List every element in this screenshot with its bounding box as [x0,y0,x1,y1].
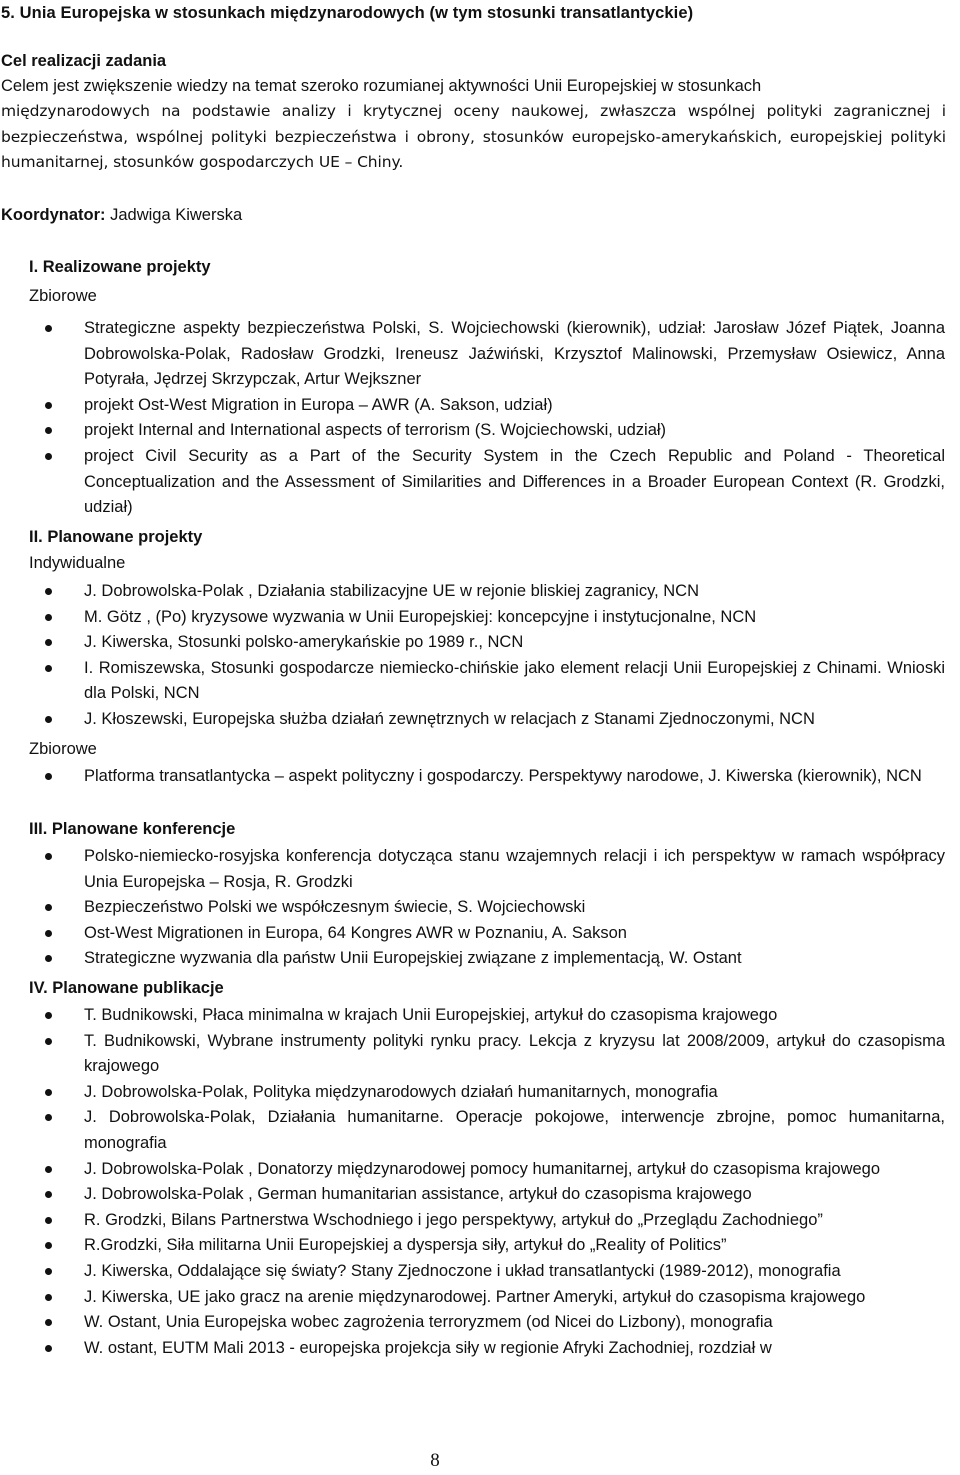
bullet-icon [45,665,52,672]
bullet-icon [45,325,52,332]
list-item: J. Dobrowolska-Polak , German humanitarian assistance, artykuł do czasopisma krajowego [0,1182,945,1208]
list-item: project Civil Security as a Part of the Security System in the Czech Republic and Poland - Theoretical Conceptualization and the Assessment of Similarities and Differences in a Broader European Context (R. Grodzki, udział) [0,444,945,521]
bullet-icon [45,1089,52,1096]
section-4-title: IV. Planowane publikacje [29,979,224,997]
bullet-icon [45,1217,52,1224]
coordinator-name: Jadwiga Kiwerska [110,206,243,224]
list-item: M. Götz , (Po) kryzysowe wyzwania w Unii Europejskiej: koncepcyjne i instytucjonalne, NCN [0,605,945,631]
section-2-title: II. Planowane projekty [29,528,203,546]
bullet-icon [45,1345,52,1352]
list-item: J. Dobrowolska-Polak , Działania stabilizacyjne UE w rejonie bliskiej zagranicy, NCN [0,579,945,605]
section-2-subtitle-individual: Indywidualne [29,554,126,572]
bullet-icon [45,614,52,621]
bullet-icon [45,427,52,434]
section-2-individual-list [0,579,945,733]
goal-text: międzynarodowych na podstawie analizy i krytycznej oceny naukowej, zwłaszcza wspólnej polityki zagranicznej i bezpieczeństwa, wspólnej polityki bezpieczeństwa i obrony, stosunków europejsko-amerykańskich, europejskiej polityki humanitarnej, stosunków gospodarczych UE – Chiny. [1,102,946,171]
bullet-icon [45,402,52,409]
list-item: W. Ostant, Unia Europejska wobec zagrożenia terroryzmem (od Nicei do Lizbony), monografia [0,1310,945,1336]
list-item: I. Romiszewska, Stosunki gospodarcze niemiecko-chińskie jako element relacji Unii Europejskiej z Chinami. Wnioski dla Polski, NCN [0,656,945,707]
bullet-icon [45,1294,52,1301]
list-item: J. Dobrowolska-Polak , Donatorzy międzynarodowej pomocy humanitarnej, artykuł do czasopisma krajowego [0,1157,945,1183]
goal-first-line: Celem jest zwiększenie wiedzy na temat szeroko rozumianej aktywności Unii Europejskiej w stosunkach [1,77,762,95]
list-item: R. Grodzki, Bilans Partnerstwa Wschodniego i jego perspektywy, artykuł do „Przeglądu Zachodniego” [0,1208,945,1234]
bullet-icon [45,1191,52,1198]
page-number: 8 [430,1450,440,1471]
bullet-icon [45,1012,52,1019]
bullet-icon [45,773,52,780]
list-item: Bezpieczeństwo Polski we współczesnym świecie, S. Wojciechowski [0,895,945,921]
goal-label: Cel realizacji zadania [1,52,167,70]
list-item: J. Kiwerska, Oddalające się światy? Stany Zjednoczone i układ transatlantycki (1989-2012), monografia [0,1259,945,1285]
list-item: J. Kiwerska, UE jako gracz na arenie międzynarodowej. Partner Ameryki, artykuł do czasopisma krajowego [0,1285,945,1311]
list-item: J. Kiwerska, Stosunki polsko-amerykańskie po 1989 r., NCN [0,630,945,656]
list-item: projekt Internal and International aspects of terrorism (S. Wojciechowski, udział) [0,418,945,444]
coordinator-line [1,203,242,227]
bullet-icon [45,955,52,962]
section-3-title: III. Planowane konferencje [29,820,236,838]
bullet-icon [45,853,52,860]
bullet-icon [45,639,52,646]
section-3-list [0,844,945,972]
goal-paragraph [1,74,946,175]
bullet-icon [45,716,52,723]
list-item: J. Dobrowolska-Polak, Polityka międzynarodowych działań humanitarnych, monografia [0,1080,945,1106]
list-item: Strategiczne aspekty bezpieczeństwa Polski, S. Wojciechowski (kierownik), udział: Jarosław Józef Piątek, Joanna Dobrowolska-Polak, Radosław Grodzki, Ireneusz Jaźwiński, Krzysztof Malinowski, Przemysław Osiewicz, Anna Potyrała, Jędrzej Skrzypczak, Artur Wejkszner [0,316,945,393]
bullet-icon [45,1114,52,1121]
list-item: J. Dobrowolska-Polak, Działania humanitarne. Operacje pokojowe, interwencje zbrojne, pomoc humanitarna, monografia [0,1105,945,1156]
coordinator-label: Koordynator: [1,206,106,224]
bullet-icon [45,1319,52,1326]
section-1-list [0,316,945,521]
list-item: Polsko-niemiecko-rosyjska konferencja dotycząca stanu wzajemnych relacji i ich perspektyw w ramach współpracy Unia Europejska – Rosja, R. Grodzki [0,844,945,895]
section-2-collective-list [0,764,945,790]
list-item: projekt Ost-West Migration in Europa – AWR (A. Sakson, udział) [0,393,945,419]
list-item: T. Budnikowski, Wybrane instrumenty polityki rynku pracy. Lekcja z kryzysu lat 2008/2009, artykuł do czasopisma krajowego [0,1029,945,1080]
list-item: Ost-West Migrationen in Europa, 64 Kongres AWR w Poznaniu, A. Sakson [0,921,945,947]
bullet-icon [45,1242,52,1249]
section-2-subtitle-collective: Zbiorowe [29,740,97,758]
section-4-list [0,1003,945,1361]
bullet-icon [45,904,52,911]
list-item: Platforma transatlantycka – aspekt polityczny i gospodarczy. Perspektywy narodowe, J. Kiwerska (kierownik), NCN [0,764,945,790]
bullet-icon [45,588,52,595]
section-1-subtitle: Zbiorowe [29,287,97,305]
section-1-title: I. Realizowane projekty [29,258,211,276]
list-item: W. ostant, EUTM Mali 2013 - europejska projekcja siły w regionie Afryki Zachodniej, rozdział w [0,1336,945,1362]
list-item: R.Grodzki, Siła militarna Unii Europejskiej a dyspersja siły, artykuł do „Reality of Politics” [0,1233,945,1259]
list-item: T. Budnikowski, Płaca minimalna w krajach Unii Europejskiej, artykuł do czasopisma krajowego [0,1003,945,1029]
list-item: Strategiczne wyzwania dla państw Unii Europejskiej związane z implementacją, W. Ostant [0,946,945,972]
bullet-icon [45,1268,52,1275]
bullet-icon [45,930,52,937]
bullet-icon [45,453,52,460]
bullet-icon [45,1166,52,1173]
bullet-icon [45,1038,52,1045]
list-item: J. Kłoszewski, Europejska służba działań zewnętrznych w relacjach z Stanami Zjednoczonymi, NCN [0,707,945,733]
section-heading: 5. Unia Europejska w stosunkach międzynarodowych (w tym stosunki transatlantyckie) [1,4,694,22]
